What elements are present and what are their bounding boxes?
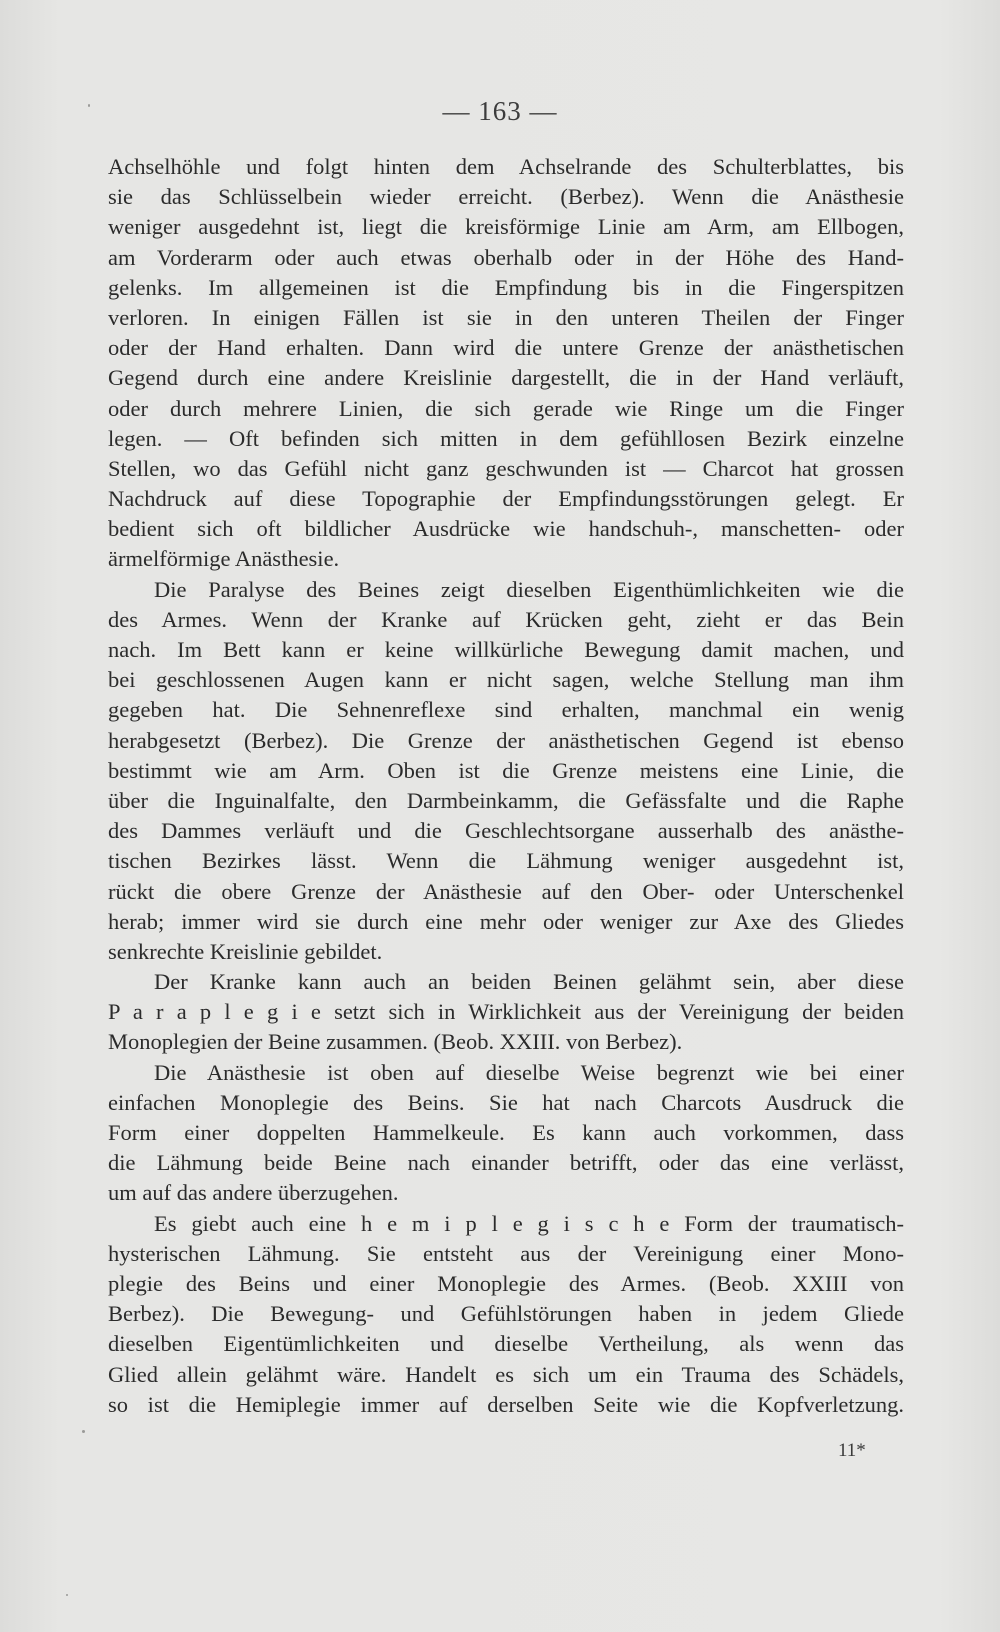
text-line: verloren. In einigen Fällen ist sie in den unteren Theilen der Finger (108, 304, 904, 330)
text-line: hysterischen Lähmung. Sie entsteht aus der Vereinigung einer Mono- (108, 1240, 904, 1266)
text-line: Die Paralyse des Beines zeigt dieselben Eigenthümlichkeiten wie die (154, 576, 904, 602)
text-line: legen. — Oft befinden sich mitten in dem gefühllosen Bezirk einzelne (108, 425, 904, 451)
text-line: die Lähmung beide Beine nach einander betrifft, oder das eine verlässt, (108, 1150, 904, 1176)
text-line: einfachen Monoplegie des Beins. Sie hat nach Charcots Ausdruck die (108, 1089, 904, 1115)
text-line: herab; immer wird sie durch eine mehr oder weniger zur Axe des Gliedes (108, 908, 904, 934)
text-line: Gegend durch eine andere Kreislinie dargestellt, die in der Hand verläuft, (108, 365, 904, 391)
text-line: Der Kranke kann auch an beiden Beinen gelähmt sein, aber diese (154, 969, 904, 995)
text-line: herabgesetzt (Berbez). Die Grenze der anästhetischen Gegend ist ebenso (108, 727, 904, 753)
paper-speck (82, 1430, 85, 1433)
text-line: oder der Hand erhalten. Dann wird die untere Grenze der anästhetischen (108, 335, 904, 361)
text-line: des Armes. Wenn der Kranke auf Krücken geht, zieht er das Bein (108, 606, 904, 632)
text-line: weniger ausgedehnt ist, liegt die kreisförmige Linie am Arm, am Ellbogen, (108, 214, 904, 240)
text-line: des Dammes verläuft und die Geschlechtsorgane ausserhalb des anästhe- (108, 818, 904, 844)
text-line: so ist die Hemiplegie immer auf derselben Seite wie die Kopfverletzung. (108, 1391, 904, 1417)
text-line: ärmelförmige Anästhesie. (108, 546, 340, 572)
page-number: — 163 — (442, 96, 558, 126)
text-line: Stellen, wo das Gefühl nicht ganz geschwunden ist — Charcot hat grossen (108, 455, 904, 481)
text-line: nach. Im Bett kann er keine willkürliche Bewegung damit machen, und (108, 637, 904, 662)
text-line: gelenks. Im allgemeinen ist die Empfindung bis in die Fingerspitzen (108, 274, 904, 300)
text-line: um auf das andere überzugehen. (108, 1180, 399, 1206)
text-line: rückt die obere Grenze der Anästhesie auf den Ober- oder Unterschenkel (108, 878, 904, 904)
text-line: Nachdruck auf diese Topographie der Empfindungsstörungen gelegt. Er (108, 486, 904, 512)
text-line: Form einer doppelten Hammelkeule. Es kann auch vorkommen, dass (108, 1120, 904, 1145)
text-line: senkrechte Kreislinie gebildet. (108, 938, 383, 964)
text-line: bestimmt wie am Arm. Oben ist die Grenze meistens eine Linie, die (108, 757, 904, 783)
text-line: Berbez). Die Bewegung- und Gefühlstörungen haben in jedem Gliede (108, 1301, 904, 1327)
text-line: gegeben hat. Die Sehnenreflexe sind erhalten, manchmal ein wenig (108, 697, 904, 723)
signature-mark: 11* (838, 1440, 866, 1461)
text-line: bei geschlossenen Augen kann er nicht sagen, welche Stellung man ihm (108, 667, 904, 693)
body-text (108, 152, 904, 1420)
text-line: Die Anästhesie ist oben auf dieselbe Weise begrenzt wie bei einer (154, 1059, 904, 1085)
text-line: Glied allein gelähmt wäre. Handelt es sich um ein Trauma des Schädels, (108, 1361, 904, 1387)
text-line: Monoplegien der Beine zusammen. (Beob. XXIII. von Berbez). (108, 1029, 683, 1055)
text-line: dieselben Eigentümlichkeiten und dieselbe Vertheilung, als wenn das (108, 1331, 904, 1357)
text-line: Es giebt auch eine h e m i p l e g i s c h e Form der traumatisch- (154, 1210, 904, 1236)
text-line: tischen Bezirkes lässt. Wenn die Lähmung weniger ausgedehnt ist, (108, 848, 904, 874)
paper-speck (66, 1594, 68, 1596)
text-line: am Vorderarm oder auch etwas oberhalb oder in der Höhe des Hand- (108, 244, 904, 270)
paper-speck (88, 104, 90, 107)
text-line: oder durch mehrere Linien, die sich gerade wie Ringe um die Finger (108, 395, 904, 421)
text-line: P a r a p l e g i e setzt sich in Wirklichkeit aus der Vereinigung der beiden (108, 999, 904, 1025)
text-line: sie das Schlüsselbein wieder erreicht. (Berbez). Wenn die Anästhesie (108, 184, 904, 210)
text-line: über die Inguinalfalte, den Darmbeinkamm, die Gefässfalte und die Raphe (108, 787, 904, 813)
text-line: Achselhöhle und folgt hinten dem Achselrande des Schulterblattes, bis (108, 154, 904, 179)
text-line: bedient sich oft bildlicher Ausdrücke wie handschuh-, manschetten- oder (108, 516, 904, 542)
text-line: plegie des Beins und einer Monoplegie des Armes. (Beob. XXIII von (108, 1270, 904, 1296)
